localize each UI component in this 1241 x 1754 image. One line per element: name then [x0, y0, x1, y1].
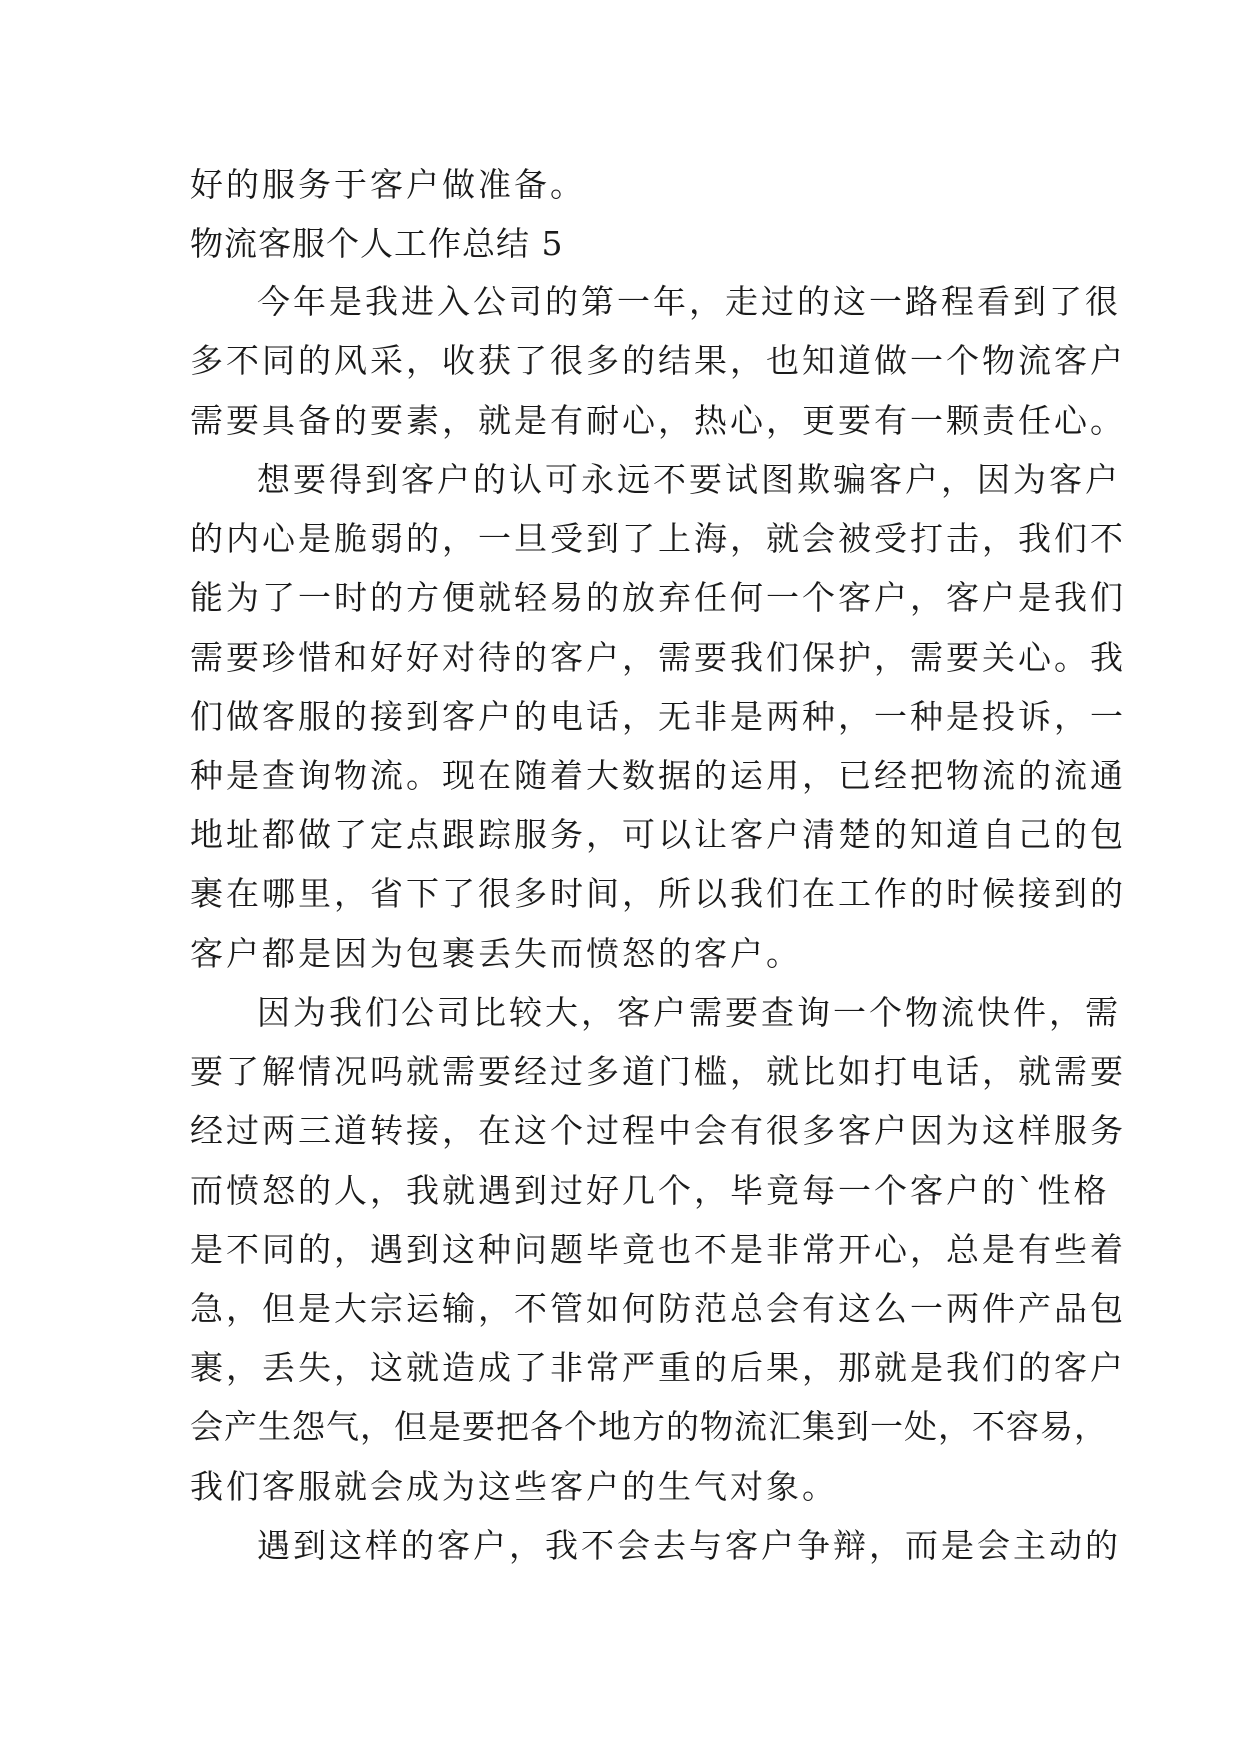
- paragraph-line: 因为我们公司比较大，客户需要查询一个物流快件，需: [257, 993, 1121, 1032]
- paragraph-line: 需要具备的要素，就是有耐心，热心，更要有一颗责任心。: [190, 401, 1126, 440]
- paragraph-line: 会产生怨气，但是要把各个地方的物流汇集到一处，不容易，: [190, 1407, 1108, 1446]
- paragraph-line: 多不同的风采，收获了很多的结果，也知道做一个物流客户: [190, 341, 1126, 380]
- paragraph-line: 今年是我进入公司的第一年，走过的这一路程看到了很: [257, 282, 1121, 321]
- paragraph-line: 经过两三道转接，在这个过程中会有很多客户因为这样服务: [190, 1111, 1126, 1150]
- paragraph-line: 是不同的，遇到这种问题毕竟也不是非常开心，总是有些着: [190, 1230, 1126, 1269]
- paragraph-line: 们做客服的接到客户的电话，无非是两种，一种是投诉，一: [190, 697, 1126, 736]
- paragraph-line: 想要得到客户的认可永远不要试图欺骗客户，因为客户: [257, 460, 1121, 499]
- paragraph-line: 好的服务于客户做准备。: [190, 165, 586, 204]
- paragraph-line: 遇到这样的客户，我不会去与客户争辩，而是会主动的: [257, 1526, 1121, 1565]
- paragraph-line: 能为了一时的方便就轻易的放弃任何一个客户，客户是我们: [190, 578, 1126, 617]
- paragraph-line: 要了解情况吗就需要经过多道门槛，就比如打电话，就需要: [190, 1052, 1126, 1091]
- paragraph-line: 裹，丢失，这就造成了非常严重的后果，那就是我们的客户: [190, 1348, 1126, 1387]
- section-heading: 物流客服个人工作总结 5: [190, 224, 564, 263]
- paragraph-line: 客户都是因为包裹丢失而愤怒的客户。: [190, 934, 802, 973]
- paragraph-line: 急，但是大宗运输，不管如何防范总会有这么一两件产品包: [190, 1289, 1126, 1328]
- paragraph-line: 而愤怒的人，我就遇到过好几个，毕竟每一个客户的`性格: [190, 1171, 1110, 1210]
- paragraph-line: 种是查询物流。现在随着大数据的运用，已经把物流的流通: [190, 756, 1126, 795]
- paragraph-line: 需要珍惜和好好对待的客户，需要我们保护，需要关心。我: [190, 638, 1126, 677]
- paragraph-line: 裹在哪里，省下了很多时间，所以我们在工作的时候接到的: [190, 874, 1126, 913]
- paragraph-line: 我们客服就会成为这些客户的生气对象。: [190, 1467, 838, 1506]
- paragraph-line: 的内心是脆弱的，一旦受到了上海，就会被受打击，我们不: [190, 519, 1126, 558]
- paragraph-line: 地址都做了定点跟踪服务，可以让客户清楚的知道自己的包: [190, 815, 1126, 854]
